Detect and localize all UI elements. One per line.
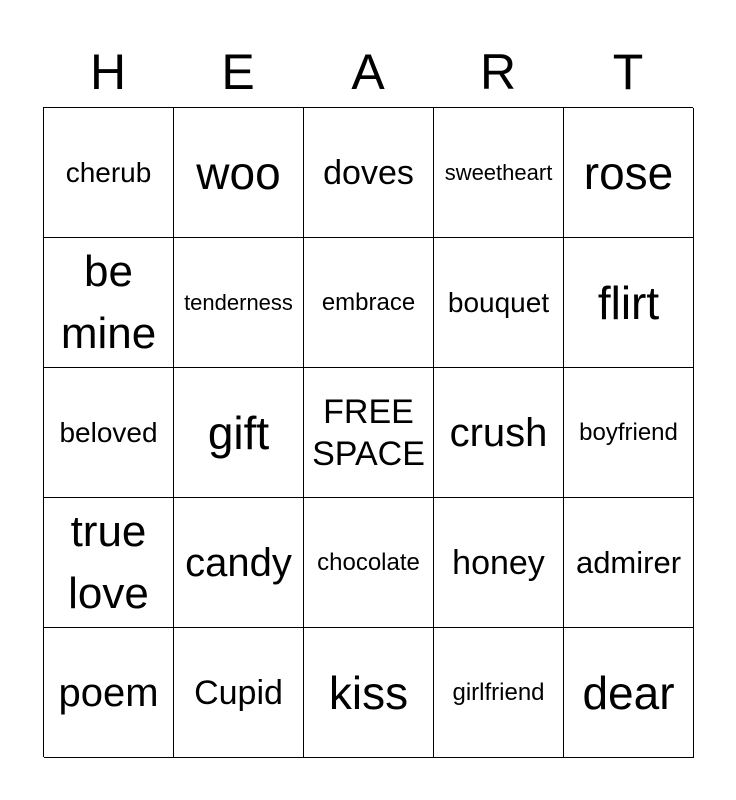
cell-text: kiss bbox=[328, 666, 409, 719]
bingo-header bbox=[43, 40, 693, 104]
header-letter-t: T bbox=[612, 44, 644, 100]
cell-text: embrace bbox=[321, 288, 416, 316]
cell-text: flirt bbox=[597, 276, 660, 329]
cell-text: cherub bbox=[65, 156, 152, 188]
bingo-cell-r4c5[interactable] bbox=[564, 498, 694, 628]
bingo-cell-r1c2[interactable] bbox=[174, 108, 304, 238]
bingo-cell-r5c4[interactable] bbox=[434, 628, 564, 758]
bingo-cell-r5c1[interactable] bbox=[44, 628, 174, 758]
bingo-cell-r3c4[interactable] bbox=[434, 368, 564, 498]
cell-text: poem bbox=[58, 670, 159, 715]
cell-text: beloved bbox=[59, 416, 158, 448]
header-letter-a: A bbox=[351, 44, 385, 100]
bingo-cell-r5c2[interactable] bbox=[174, 628, 304, 758]
cell-text: true love bbox=[68, 506, 149, 618]
cell-text: boyfriend bbox=[579, 418, 678, 446]
cell-text: tenderness bbox=[184, 289, 293, 315]
cell-text: sweetheart bbox=[444, 159, 553, 185]
cell-text: girlfriend bbox=[452, 678, 545, 706]
bingo-cell-r2c4[interactable] bbox=[434, 238, 564, 368]
bingo-cell-r3c5[interactable] bbox=[564, 368, 694, 498]
bingo-cell-r4c2[interactable] bbox=[174, 498, 304, 628]
header-letter-e: E bbox=[221, 44, 255, 100]
header-letter-r: R bbox=[479, 44, 517, 100]
bingo-cell-r2c3[interactable] bbox=[304, 238, 434, 368]
bingo-board bbox=[43, 107, 693, 757]
cell-text: admirer bbox=[575, 544, 682, 580]
bingo-cell-r2c2[interactable] bbox=[174, 238, 304, 368]
bingo-cell-r4c4[interactable] bbox=[434, 498, 564, 628]
bingo-cell-r3c3[interactable] bbox=[304, 368, 434, 498]
bingo-cell-r4c3[interactable] bbox=[304, 498, 434, 628]
cell-text: honey bbox=[452, 543, 545, 582]
bingo-cell-r2c1[interactable] bbox=[44, 238, 174, 368]
cell-text: rose bbox=[583, 146, 674, 199]
cell-text: dear bbox=[582, 666, 675, 719]
bingo-cell-r4c1[interactable] bbox=[44, 498, 174, 628]
bingo-cell-r1c4[interactable] bbox=[434, 108, 564, 238]
bingo-cell-r5c3[interactable] bbox=[304, 628, 434, 758]
cell-text: woo bbox=[196, 146, 281, 199]
bingo-cell-r1c3[interactable] bbox=[304, 108, 434, 238]
bingo-cell-r3c1[interactable] bbox=[44, 368, 174, 498]
free-space-text: FREE SPACE bbox=[312, 392, 425, 473]
header-letter-h: H bbox=[89, 44, 127, 100]
cell-text: gift bbox=[207, 406, 270, 459]
cell-text: chocolate bbox=[317, 548, 420, 576]
cell-text: crush bbox=[449, 410, 548, 455]
cell-text: Cupid bbox=[194, 673, 283, 712]
cell-text: be mine bbox=[60, 246, 157, 358]
bingo-cell-r5c5[interactable] bbox=[564, 628, 694, 758]
cell-text: candy bbox=[185, 540, 292, 585]
bingo-cell-r3c2[interactable] bbox=[174, 368, 304, 498]
cell-text: doves bbox=[323, 153, 414, 192]
cell-text: bouquet bbox=[447, 286, 550, 318]
bingo-cell-r1c5[interactable] bbox=[564, 108, 694, 238]
bingo-cell-r2c5[interactable] bbox=[564, 238, 694, 368]
bingo-cell-r1c1[interactable] bbox=[44, 108, 174, 238]
